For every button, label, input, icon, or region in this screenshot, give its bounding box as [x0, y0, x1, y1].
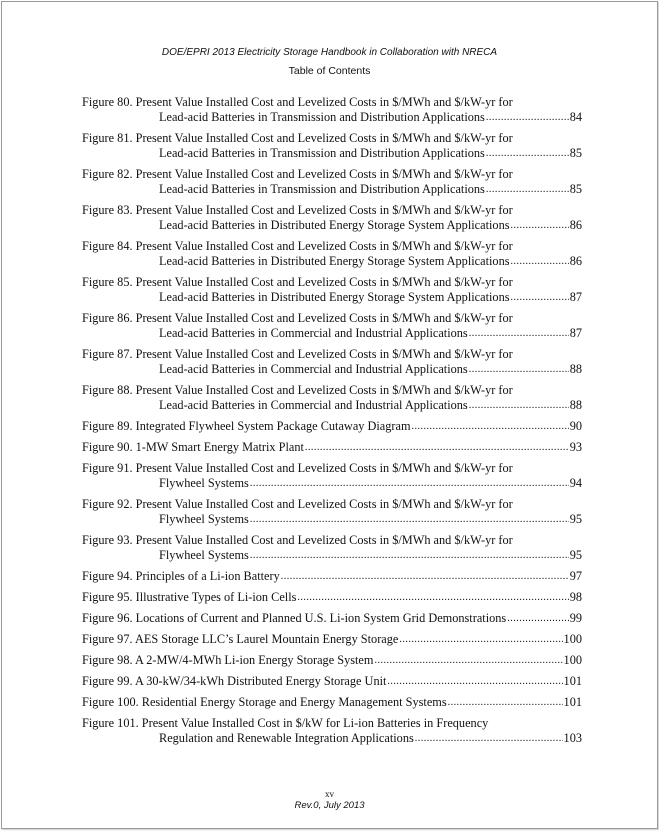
toc-entry[interactable]: [82, 590, 582, 605]
toc-page-number: 99: [569, 611, 582, 625]
page-number: xv: [325, 789, 334, 799]
dot-leader: [511, 253, 569, 269]
toc-page-number: 85: [569, 146, 582, 160]
dot-leader: [448, 694, 563, 710]
toc-entry-title: Figure 81. Present Value Installed Cost and Levelized Costs in $/MWh and $/kW-yr for: [82, 131, 513, 145]
document-page: [1, 1, 658, 829]
toc-entry-title: Figure 89. Integrated Flywheel System Package Cutaway Diagram: [82, 419, 411, 433]
dot-leader: [415, 730, 563, 746]
toc-entry-title: Figure 80. Present Value Installed Cost and Levelized Costs in $/MWh and $/kW-yr for: [82, 95, 513, 109]
toc-entry-title-continued: Lead-acid Batteries in Distributed Energy Storage System Applications: [159, 290, 510, 304]
toc-entry-title: Figure 87. Present Value Installed Cost and Levelized Costs in $/MWh and $/kW-yr for: [82, 347, 513, 361]
dot-leader: [387, 673, 562, 689]
toc-entry-title: Figure 85. Present Value Installed Cost and Levelized Costs in $/MWh and $/kW-yr for: [82, 275, 513, 289]
toc-page-number: 94: [569, 476, 582, 490]
dot-leader: [511, 217, 569, 233]
toc-page-number: 97: [569, 569, 582, 583]
toc-entry[interactable]: [82, 440, 582, 455]
toc-entry-title: Figure 83. Present Value Installed Cost and Levelized Costs in $/MWh and $/kW-yr for: [82, 203, 513, 217]
toc-entry[interactable]: [82, 716, 582, 746]
toc-page-number: 86: [569, 254, 582, 268]
toc-entry[interactable]: [82, 95, 582, 125]
toc-entry[interactable]: [82, 611, 582, 626]
toc-page-number: 88: [569, 362, 582, 376]
toc-page-number: 101: [563, 674, 582, 688]
dot-leader: [250, 547, 569, 563]
toc-entry-title: Figure 88. Present Value Installed Cost and Levelized Costs in $/MWh and $/kW-yr for: [82, 383, 513, 397]
dot-leader: [469, 361, 569, 377]
dot-leader: [511, 289, 569, 305]
toc-entry-title-continued: Lead-acid Batteries in Transmission and Distribution Applications: [159, 110, 485, 124]
dot-leader: [486, 145, 569, 161]
toc-entry-title: Figure 92. Present Value Installed Cost and Levelized Costs in $/MWh and $/kW-yr for: [82, 497, 513, 511]
toc-entry[interactable]: [82, 653, 582, 668]
toc-entry[interactable]: [82, 167, 582, 197]
toc-entry-title: Figure 99. A 30-kW/34-kWh Distributed Energy Storage Unit: [82, 674, 387, 688]
dot-leader: [297, 589, 568, 605]
toc-page-number: 100: [563, 632, 582, 646]
page-header: [2, 46, 657, 78]
toc-entry-title: Figure 90. 1-MW Smart Energy Matrix Plant: [82, 440, 304, 454]
toc-entry[interactable]: [82, 239, 582, 269]
dot-leader: [281, 568, 569, 584]
toc-entry[interactable]: [82, 311, 582, 341]
toc-entry-title: Figure 101. Present Value Installed Cost in $/kW for Li-ion Batteries in Frequency: [82, 716, 489, 730]
toc-entry-title: Figure 96. Locations of Current and Planned U.S. Li-ion System Grid Demonstrations: [82, 611, 507, 625]
toc-entry-title: Figure 94. Principles of a Li-ion Battery: [82, 569, 280, 583]
toc-page-number: 87: [569, 326, 582, 340]
toc-entry-title-continued: Flywheel Systems: [159, 476, 249, 490]
toc-page-number: 98: [569, 590, 582, 604]
toc-page-number: 87: [569, 290, 582, 304]
toc-page-number: 101: [563, 695, 582, 709]
toc-entry-title-continued: Flywheel Systems: [159, 512, 249, 526]
dot-leader: [412, 418, 569, 434]
toc-entry[interactable]: [82, 383, 582, 413]
toc-entry-title: Figure 95. Illustrative Types of Li-ion Cells: [82, 590, 297, 604]
dot-leader: [305, 439, 569, 455]
section-title: Table of Contents: [288, 65, 371, 77]
toc-entry-title: Figure 82. Present Value Installed Cost and Levelized Costs in $/MWh and $/kW-yr for: [82, 167, 513, 181]
toc-page-number: 84: [569, 110, 582, 124]
toc-page-number: 95: [569, 512, 582, 526]
toc-entry[interactable]: [82, 275, 582, 305]
toc-entry-title: Figure 86. Present Value Installed Cost and Levelized Costs in $/MWh and $/kW-yr for: [82, 311, 513, 325]
toc-entry-title-continued: Lead-acid Batteries in Commercial and Industrial Applications: [159, 362, 468, 376]
toc-entry[interactable]: [82, 203, 582, 233]
dot-leader: [250, 511, 569, 527]
dot-leader: [399, 631, 562, 647]
toc-entry-title-continued: Lead-acid Batteries in Transmission and Distribution Applications: [159, 146, 485, 160]
toc-page-number: 100: [563, 653, 582, 667]
toc-entry-title-continued: Lead-acid Batteries in Distributed Energy Storage System Applications: [159, 254, 510, 268]
toc-page-number: 86: [569, 218, 582, 232]
toc-entry[interactable]: [82, 695, 582, 710]
toc-page-number: 95: [569, 548, 582, 562]
toc-entry-title: Figure 97. AES Storage LLC’s Laurel Mountain Energy Storage: [82, 632, 399, 646]
page-footer: [2, 788, 657, 812]
toc-entry[interactable]: [82, 131, 582, 161]
dot-leader: [374, 652, 562, 668]
toc-page-number: 93: [569, 440, 582, 454]
toc-entry-title-continued: Lead-acid Batteries in Commercial and Industrial Applications: [159, 398, 468, 412]
toc-entry-title: Figure 84. Present Value Installed Cost and Levelized Costs in $/MWh and $/kW-yr for: [82, 239, 513, 253]
toc-entry-title-continued: Lead-acid Batteries in Transmission and Distribution Applications: [159, 182, 485, 196]
document-title: DOE/EPRI 2013 Electricity Storage Handbook in Collaboration with NRECA: [161, 47, 498, 58]
toc-entry[interactable]: [82, 497, 582, 527]
toc-page-number: 85: [569, 182, 582, 196]
toc-entry-title-continued: Flywheel Systems: [159, 548, 249, 562]
revision-note: Rev.0, July 2013: [294, 800, 365, 811]
dot-leader: [250, 475, 569, 491]
toc-entry[interactable]: [82, 419, 582, 434]
dot-leader: [469, 325, 569, 341]
toc-entry-title: Figure 93. Present Value Installed Cost and Levelized Costs in $/MWh and $/kW-yr for: [82, 533, 513, 547]
dot-leader: [507, 610, 569, 626]
toc-page-number: 88: [569, 398, 582, 412]
toc-page-number: 90: [569, 419, 582, 433]
toc-entry-title-continued: Regulation and Renewable Integration Applications: [159, 731, 414, 745]
toc-entry[interactable]: [82, 461, 582, 491]
toc-page-number: 103: [563, 731, 582, 745]
dot-leader: [469, 397, 569, 413]
toc-entry[interactable]: [82, 569, 582, 584]
toc-entry-title: Figure 91. Present Value Installed Cost and Levelized Costs in $/MWh and $/kW-yr for: [82, 461, 513, 475]
toc-entry[interactable]: [82, 533, 582, 563]
toc-entry[interactable]: [82, 347, 582, 377]
toc-entry-title-continued: Lead-acid Batteries in Distributed Energy Storage System Applications: [159, 218, 510, 232]
toc-entry-title: Figure 98. A 2-MW/4-MWh Li-ion Energy Storage System: [82, 653, 374, 667]
toc-entry[interactable]: [82, 632, 582, 647]
toc-entry-title: Figure 100. Residential Energy Storage and Energy Management Systems: [82, 695, 447, 709]
toc-entry-title-continued: Lead-acid Batteries in Commercial and Industrial Applications: [159, 326, 468, 340]
dot-leader: [486, 109, 569, 125]
toc-entry[interactable]: [82, 674, 582, 689]
dot-leader: [486, 181, 569, 197]
